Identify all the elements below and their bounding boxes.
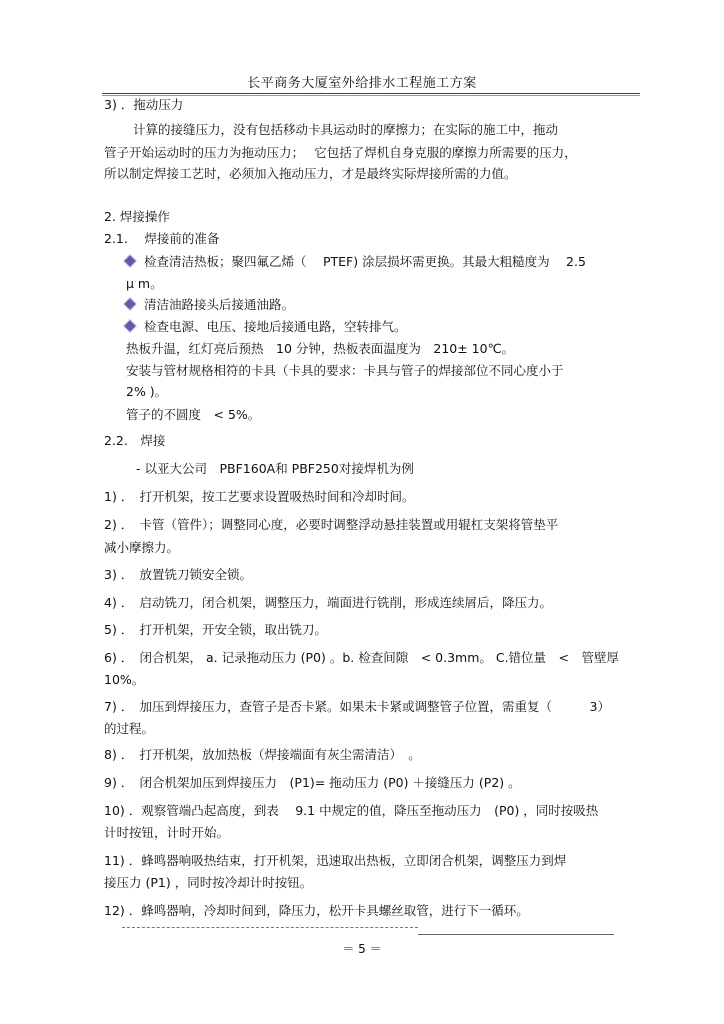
section-heading-welding: 2. 焊接操作 [104, 209, 170, 224]
paragraph-line: - 以亚大公司 PBF160A和 PBF250对接焊机为例 [136, 461, 414, 476]
bullet-text: 检查电源、电压、接地后接通电路，空转排气。 [144, 319, 407, 334]
step-item: 8) ． 打开机架，放加热板（焊接端面有灰尘需清洁） 。 [104, 747, 421, 762]
step-item: 12) ．蜂鸣器响，冷却时间到，降压力，松开卡具螺丝取管，进行下一循环。 [104, 903, 529, 918]
step-item-continued: 接压力 (P1) ，同时按冷却计时按钮。 [104, 875, 313, 890]
step-item-continued: 的过程。 [104, 721, 155, 736]
step-item: 6) ． 闭合机架， a. 记录拖动压力 (P0) 。b. 检查间隙 < 0.3mm。 C.错位量 < 管壁厚 [104, 650, 620, 665]
paragraph-line: 管子开始运动时的压力为拖动压力； 它包括了焊机自身克服的摩擦力所需要的压力， [104, 145, 577, 160]
page-header-title: 长平商务大厦室外给排水工程施工方案 [247, 76, 477, 91]
diamond-bullet-icon [124, 298, 135, 309]
bullet-item [126, 254, 586, 270]
paragraph-line: 热板升温，红灯亮后预热 10 分钟，热板表面温度为 210± 10℃。 [126, 341, 515, 356]
step-item-continued: 减小摩擦力。 [104, 540, 180, 555]
section-heading-drag-pressure: 3) ．拖动压力 [104, 97, 184, 112]
paragraph-line: 计算的接缝压力，没有包括移动卡具运动时的摩擦力；在实际的施工中，拖动 [133, 122, 559, 137]
step-item: 9) ． 闭合机架加压到焊接压力 (P1)= 拖动压力 (P0) ＋接缝压力 (P2) 。 [104, 775, 521, 790]
step-item: 10) ．观察管端凸起高度，到表 9.1 中规定的值，降压至拖动压力 (P0) ，同时按吸热 [104, 803, 599, 818]
paragraph-line: μ m。 [126, 276, 163, 291]
diamond-bullet-icon [124, 255, 135, 266]
paragraph-line: 所以制定焊接工艺时，必须加入拖动压力，才是最终实际焊接所需的力值。 [104, 166, 517, 181]
bullet-text: 清洁油路接头后接通油路。 [144, 297, 295, 312]
step-item-continued: 10%。 [104, 672, 145, 687]
subsection-heading-preparation: 2.1. 焊接前的准备 [104, 231, 220, 246]
bullet-text: 检查清洁热板；聚四氟乙烯（ PTEF) 涂层损坏需更换。其最大粗糙度为 2.5 [144, 254, 586, 269]
step-item: 11) ．蜂鸣器响吸热结束，打开机架，迅速取出热板，立即闭合机架，调整压力到焊 [104, 853, 567, 868]
header-rule-secondary [102, 95, 640, 96]
diamond-bullet-icon [124, 320, 135, 331]
step-item: 2) ． 卡管（管件）；调整同心度，必要时调整浮动悬挂装置或用辊杠支架将管垫平 [104, 517, 559, 532]
paragraph-line: 管子的不圆度 < 5%。 [126, 407, 261, 422]
page-number: ＝ 5 ＝ [342, 942, 382, 956]
step-item: 4) ． 启动铣刀，闭合机架，调整压力，端面进行铣削，形成连续屑后，降压力。 [104, 595, 553, 610]
step-item: 5) ． 打开机架，开安全锁，取出铣刀。 [104, 622, 328, 637]
step-item-continued: 计时按钮，计时开始。 [104, 825, 230, 840]
footer-rule [418, 934, 614, 935]
bullet-item [126, 319, 407, 335]
step-item: 3) ． 放置铣刀锁安全锁。 [104, 567, 253, 582]
header-rule [102, 93, 640, 94]
step-item: 7) ． 加压到焊接压力，查管子是否卡紧。如果未卡紧或调整管子位置，需重复（ 3） [104, 699, 611, 714]
footer-dashed-rule [122, 927, 418, 928]
subsection-heading-welding: 2.2. 焊接 [104, 433, 166, 448]
paragraph-line: 安装与管材规格相符的卡具（卡具的要求：卡具与管子的焊接部位不同心度小于 [126, 363, 564, 378]
step-item: 1) ． 打开机架，按工艺要求设置吸热时间和冷却时间。 [104, 489, 415, 504]
paragraph-line: 2% )。 [126, 384, 168, 399]
bullet-item [126, 297, 294, 313]
